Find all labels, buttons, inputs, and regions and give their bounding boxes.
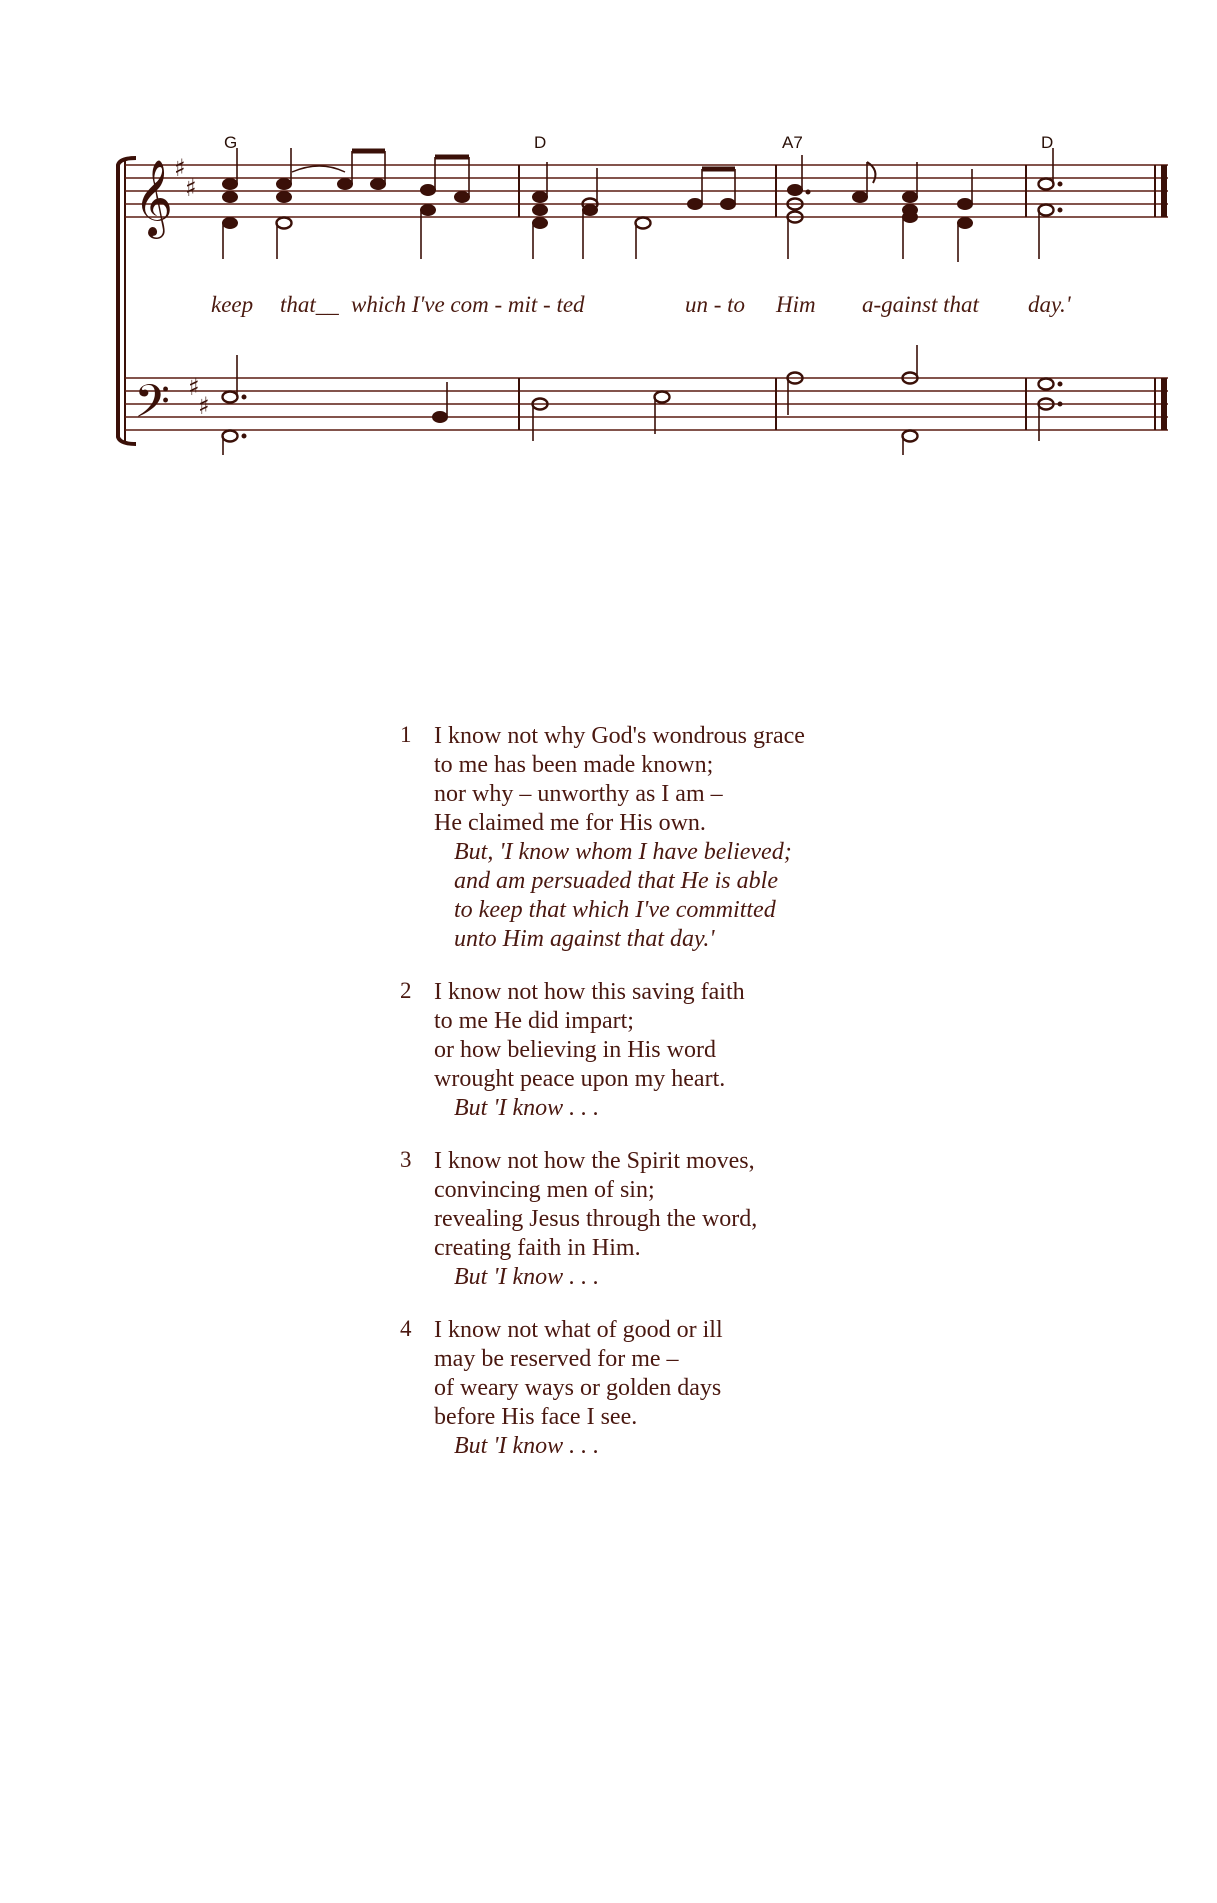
verse-number: 2 [400,978,412,1003]
treble-staff [125,165,1168,217]
treble-lower-voice [223,199,1063,263]
treble-upper-voice [223,148,1063,216]
chord-symbol: D [1041,133,1054,152]
verse-number: 1 [400,722,412,747]
refrain-line: unto Him against that day.' [454,926,715,952]
verse-line: revealing Jesus through the word, [434,1206,758,1232]
svg-text:♯: ♯ [198,392,210,420]
verse-line: of weary ways or golden days [434,1375,722,1401]
verse-line: before His face I see. [434,1404,638,1430]
verse-line: creating faith in Him. [434,1235,641,1261]
verse-number: 3 [400,1147,412,1172]
refrain-line: But 'I know . . . [454,1433,600,1459]
verse-3 [400,1147,1020,1292]
key-signature-treble [174,154,197,202]
bass-staff [125,378,1168,430]
key-signature-bass [188,373,210,420]
refrain-line: But 'I know . . . [454,1264,600,1290]
verse-line: I know not how the Spirit moves, [434,1148,755,1174]
lyric-syllable: which I've com - mit - ted [351,292,585,317]
lyric-syllable: day.' [1028,292,1071,317]
verse-line: nor why – unworthy as I am – [434,781,723,807]
bass-voices [223,345,1063,455]
refrain-line: But, 'I know whom I have believed; [454,839,792,865]
chord-symbol: G [224,133,238,152]
verse-line: convincing men of sin; [434,1177,655,1203]
verse-line: or how believing in His word [434,1037,716,1063]
lyric-syllable: un - to [685,292,746,317]
refrain-line: But 'I know . . . [454,1095,600,1121]
refrain-line: to keep that which I've committed [454,897,776,923]
chord-symbol: D [534,133,547,152]
lyric-syllable: Him [776,292,816,317]
verse-line: I know not why God's wondrous grace [434,723,805,749]
refrain-line: and am persuaded that He is able [454,868,778,894]
verse-number: 4 [400,1316,412,1341]
verse-line: to me has been made known; [434,752,714,778]
bass-clef-icon: 𝄢 [134,375,171,440]
verse-4 [400,1316,1020,1461]
lyric-syllable: keep [211,292,254,317]
verse-line: I know not what of good or ill [434,1317,723,1343]
verse-line: may be reserved for me – [434,1346,679,1372]
chord-symbol: A7 [782,133,803,152]
treble-clef-icon: 𝄞 [134,159,174,236]
music-score [0,0,1217,470]
verse-line: wrought peace upon my heart. [434,1066,726,1092]
lyric-syllable: that__ [280,292,339,317]
lyric-syllable: a-gainst that [862,292,979,317]
svg-text:♯: ♯ [188,373,200,401]
verse-1 [400,722,1020,954]
verse-line: He claimed me for His own. [434,810,706,836]
verse-line: I know not how this saving faith [434,979,745,1005]
hymn-verses [400,722,1020,1485]
verse-2 [400,978,1020,1123]
verse-line: to me He did impart; [434,1008,634,1034]
svg-text:♯: ♯ [174,154,186,182]
svg-text:♯: ♯ [185,174,197,202]
